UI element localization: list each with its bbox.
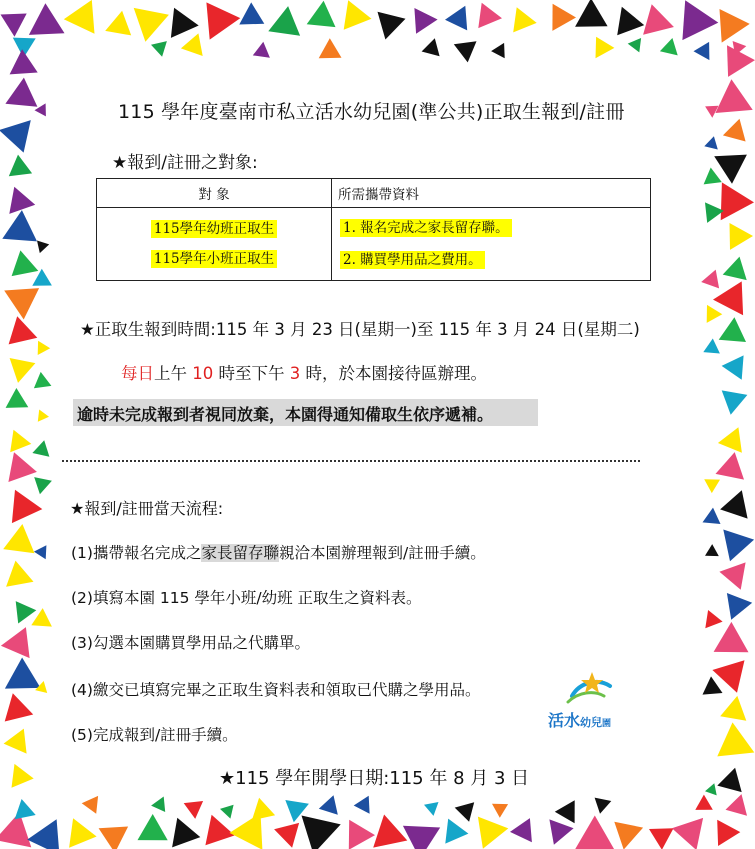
step-3: (3)勾選本園購買學用品之代購單。 — [71, 634, 310, 652]
header-target: 對 象 — [97, 179, 332, 208]
logo-name-main: 活水 — [548, 711, 581, 730]
students-cell — [97, 208, 332, 281]
daily-mid: 時至下午 — [218, 364, 285, 383]
requirements-table — [96, 178, 651, 281]
daily-end-hour: 3 — [289, 364, 301, 383]
daily-start-hour: 10 — [192, 364, 214, 383]
header-materials: 所需攜帶資料 — [332, 179, 651, 208]
items-cell — [332, 208, 651, 281]
logo-name-sub: 幼兒 — [580, 716, 603, 729]
daily-suffix: 時，於本園接待區辦理。 — [305, 364, 487, 383]
step-4: (4)繳交已填寫完畢之正取生資料表和領取已代購之學用品。 — [71, 681, 481, 699]
table-header-row — [97, 179, 651, 208]
student-group-small: 115學年小班正取生 — [151, 250, 277, 268]
step-2: (2)填寫本園 115 學年小班/幼班 正取生之資料表。 — [71, 589, 422, 607]
step-1 — [71, 541, 486, 563]
logo-name-tiny: 園 — [602, 719, 612, 729]
item-supplies-fee: 2. 購買學用品之費用。 — [340, 251, 485, 269]
table-row — [97, 208, 651, 281]
daily-prefix: 每日 — [121, 364, 154, 383]
step1-post: 親洽本園辦理報到/註冊手續。 — [278, 544, 486, 562]
process-heading: ★報到/註冊當天流程: — [70, 499, 224, 518]
item-parent-copy: 1. 報名完成之家長留存聯。 — [340, 219, 512, 237]
report-time: ★正取生報到時間:115 年 3 月 23 日(星期一)至 115 年 3 月 24 日(星期二) — [80, 320, 640, 339]
school-start-date: ★115 學年開學日期:115 年 8 月 3 日 — [219, 768, 530, 789]
step1-highlight: 家長留存聯 — [201, 544, 279, 562]
dotted-divider — [62, 460, 640, 462]
step-5: (5)完成報到/註冊手續。 — [71, 726, 238, 744]
step1-pre: (1)攜帶報名完成之 — [71, 544, 202, 562]
logo-wordmark — [548, 708, 611, 731]
student-group-k: 115學年幼班正取生 — [151, 220, 277, 238]
page-title: 115 學年度臺南市私立活水幼兒園(準公共)正取生報到/註冊 — [118, 101, 625, 123]
daily-am: 上午 — [154, 364, 187, 383]
target-heading: ★報到/註冊之對象: — [112, 153, 258, 173]
daily-hours — [121, 360, 487, 384]
late-warning: 逾時未完成報到者視同放棄，本園得通知備取生依序遞補。 — [77, 405, 494, 424]
